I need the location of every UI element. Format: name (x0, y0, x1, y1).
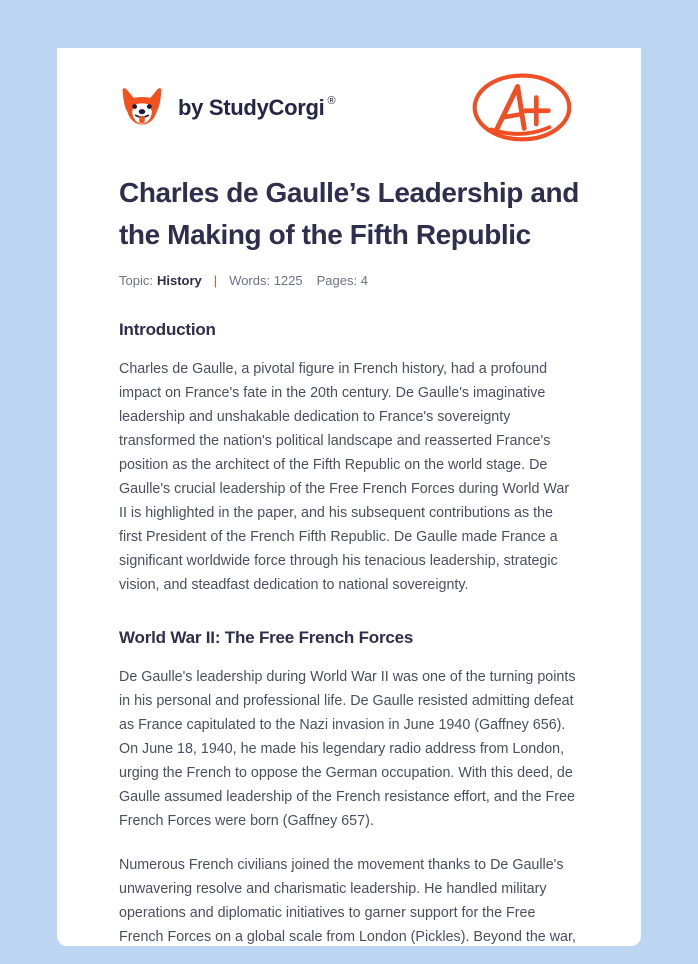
topic-label: Topic: (119, 273, 153, 288)
page-title: Charles de Gaulle’s Leadership and the Making of the Fifth Republic (119, 177, 579, 250)
paragraph: De Gaulle's leadership during World War II was one of the turning points in his personal and professional life. De Gaulle resisted admitting defeat as France capitulated to the Nazi invasion in June 1940 (Gaffney 656). On June 18, 1940, he made his legendary radio address from London, urging the French to oppose the German occupation. With this deed, de Gaulle assumed leadership of the French resistance effort, and the Free French Forces were born (Gaffney 657). (119, 669, 576, 829)
meta-separator: | (213, 273, 218, 288)
registered-trademark-icon: ® (327, 94, 336, 107)
brand-header (119, 48, 579, 151)
brand-name-text: by StudyCorgi (178, 94, 325, 120)
a-plus-grade-badge-icon (467, 66, 577, 150)
word-count: Words: 1225 (229, 273, 303, 288)
paragraph: Charles de Gaulle, a pivotal figure in French history, had a profound impact on France's fate in the 20th century. De Gaulle's imaginative leadership and unshakable dedication to France's sovereignty transformed the nation's political landscape and reasserted France's position as the architect of the Fifth Republic on the world stage. De Gaulle's crucial leadership of the Free French Forces during World War II is highlighted in the paper, and his subsequent contributions as the first President of the French Fifth Republic. De Gaulle made France a significant worldwide force through his tenacious leadership, strategic vision, and steadfast dedication to national sovereignty. (119, 361, 570, 593)
paragraph: Numerous French civilians joined the movement thanks to De Gaulle's unwavering resolve and charismatic leadership. He handled military operations and diplomatic initiatives to garner support for the Free French Forces on a global scale from London (Pickles). Beyond the war, (119, 857, 576, 945)
corgi-head-icon (119, 85, 165, 131)
topic-link[interactable]: History (156, 273, 202, 288)
document-meta (119, 273, 579, 288)
section-heading-introduction: Introduction (119, 320, 216, 339)
page-count: Pages: 4 (316, 273, 368, 288)
brand-wordmark (178, 95, 335, 121)
section-heading-world-war-two: World War II: The Free French Forces (119, 628, 414, 647)
document-card (57, 48, 641, 946)
brand-logo-group[interactable] (119, 85, 335, 131)
